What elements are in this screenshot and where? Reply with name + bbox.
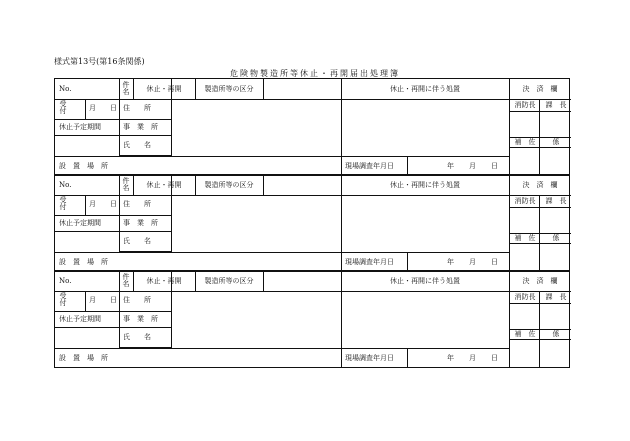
action-label: 休止・再開に伴う処置 <box>390 85 460 93</box>
kyushi-saikai-label: 休止・再開 <box>146 181 182 189</box>
kenmei-label: 件 名 <box>122 177 130 192</box>
section-chief-label: 課 長 <box>545 101 567 109</box>
site-inspection-date-label: 現場調査年月日 <box>345 162 394 170</box>
kyushi-saikai-label: 休止・再開 <box>146 85 182 93</box>
site-inspection-date-label: 現場調査年月日 <box>345 354 394 362</box>
action-label: 休止・再開に伴う処置 <box>390 181 460 189</box>
register-block-1 <box>54 78 570 176</box>
address-label: 住 所 <box>123 104 151 112</box>
installation-location-label: 設 置 場 所 <box>59 258 108 266</box>
suspension-period-label: 休止予定期間 <box>59 219 101 227</box>
fire-chief-label: 消防長 <box>514 197 536 205</box>
fire-chief-label: 消防長 <box>514 101 536 109</box>
name-label: 氏 名 <box>123 141 151 149</box>
address-label: 住 所 <box>123 296 151 304</box>
form-title: 危険物製造所等休止・再開届出処理簿 <box>230 69 400 78</box>
kenmei-label: 件 名 <box>122 81 130 96</box>
day-label: 日 <box>110 200 117 208</box>
month-label: 月 <box>89 296 96 304</box>
month-label: 月 <box>89 104 96 112</box>
no-label: No. <box>59 85 72 93</box>
day-label: 日 <box>110 104 117 112</box>
month-label-2: 月 <box>469 354 476 362</box>
year-label: 年 <box>447 258 454 266</box>
day-label: 日 <box>110 296 117 304</box>
suspension-period-label: 休止予定期間 <box>59 315 101 323</box>
day-label-2: 日 <box>491 162 498 170</box>
reception-label: 受 付 <box>59 292 67 307</box>
business-office-label: 事 業 所 <box>123 219 158 227</box>
installation-location-label: 設 置 場 所 <box>59 354 108 362</box>
assistant-label: 補 佐 <box>514 234 536 242</box>
month-label: 月 <box>89 200 96 208</box>
section-chief-label: 課 長 <box>545 293 567 301</box>
month-label-2: 月 <box>469 258 476 266</box>
facility-category-label: 製造所等の区分 <box>204 181 254 189</box>
staff-label: 係 <box>552 138 560 146</box>
fire-chief-label: 消防長 <box>514 293 536 301</box>
facility-category-label: 製造所等の区分 <box>204 85 254 93</box>
installation-location-label: 設 置 場 所 <box>59 162 108 170</box>
reception-label: 受 付 <box>59 196 67 211</box>
month-label-2: 月 <box>469 162 476 170</box>
section-chief-label: 課 長 <box>545 197 567 205</box>
suspension-period-label: 休止予定期間 <box>59 123 101 131</box>
assistant-label: 補 佐 <box>514 138 536 146</box>
business-office-label: 事 業 所 <box>123 123 158 131</box>
reception-label: 受 付 <box>59 100 67 115</box>
facility-category-label: 製造所等の区分 <box>204 277 254 285</box>
kyushi-saikai-label: 休止・再開 <box>146 277 182 285</box>
register-block-3 <box>54 270 570 368</box>
no-label: No. <box>59 277 72 285</box>
assistant-label: 補 佐 <box>514 330 536 338</box>
kenmei-label: 件 名 <box>122 273 130 288</box>
approval-column-label: 決 済 欄 <box>522 85 558 93</box>
year-label: 年 <box>447 354 454 362</box>
action-label: 休止・再開に伴う処置 <box>390 277 460 285</box>
day-label-2: 日 <box>491 258 498 266</box>
name-label: 氏 名 <box>123 237 151 245</box>
register-block-2 <box>54 174 570 272</box>
form-number-label: 様式第13号(第16条関係) <box>54 57 145 66</box>
day-label-2: 日 <box>491 354 498 362</box>
site-inspection-date-label: 現場調査年月日 <box>345 258 394 266</box>
approval-column-label: 決 済 欄 <box>522 181 558 189</box>
business-office-label: 事 業 所 <box>123 315 158 323</box>
staff-label: 係 <box>552 234 560 242</box>
address-label: 住 所 <box>123 200 151 208</box>
year-label: 年 <box>447 162 454 170</box>
staff-label: 係 <box>552 330 560 338</box>
no-label: No. <box>59 181 72 189</box>
approval-column-label: 決 済 欄 <box>522 277 558 285</box>
name-label: 氏 名 <box>123 333 151 341</box>
